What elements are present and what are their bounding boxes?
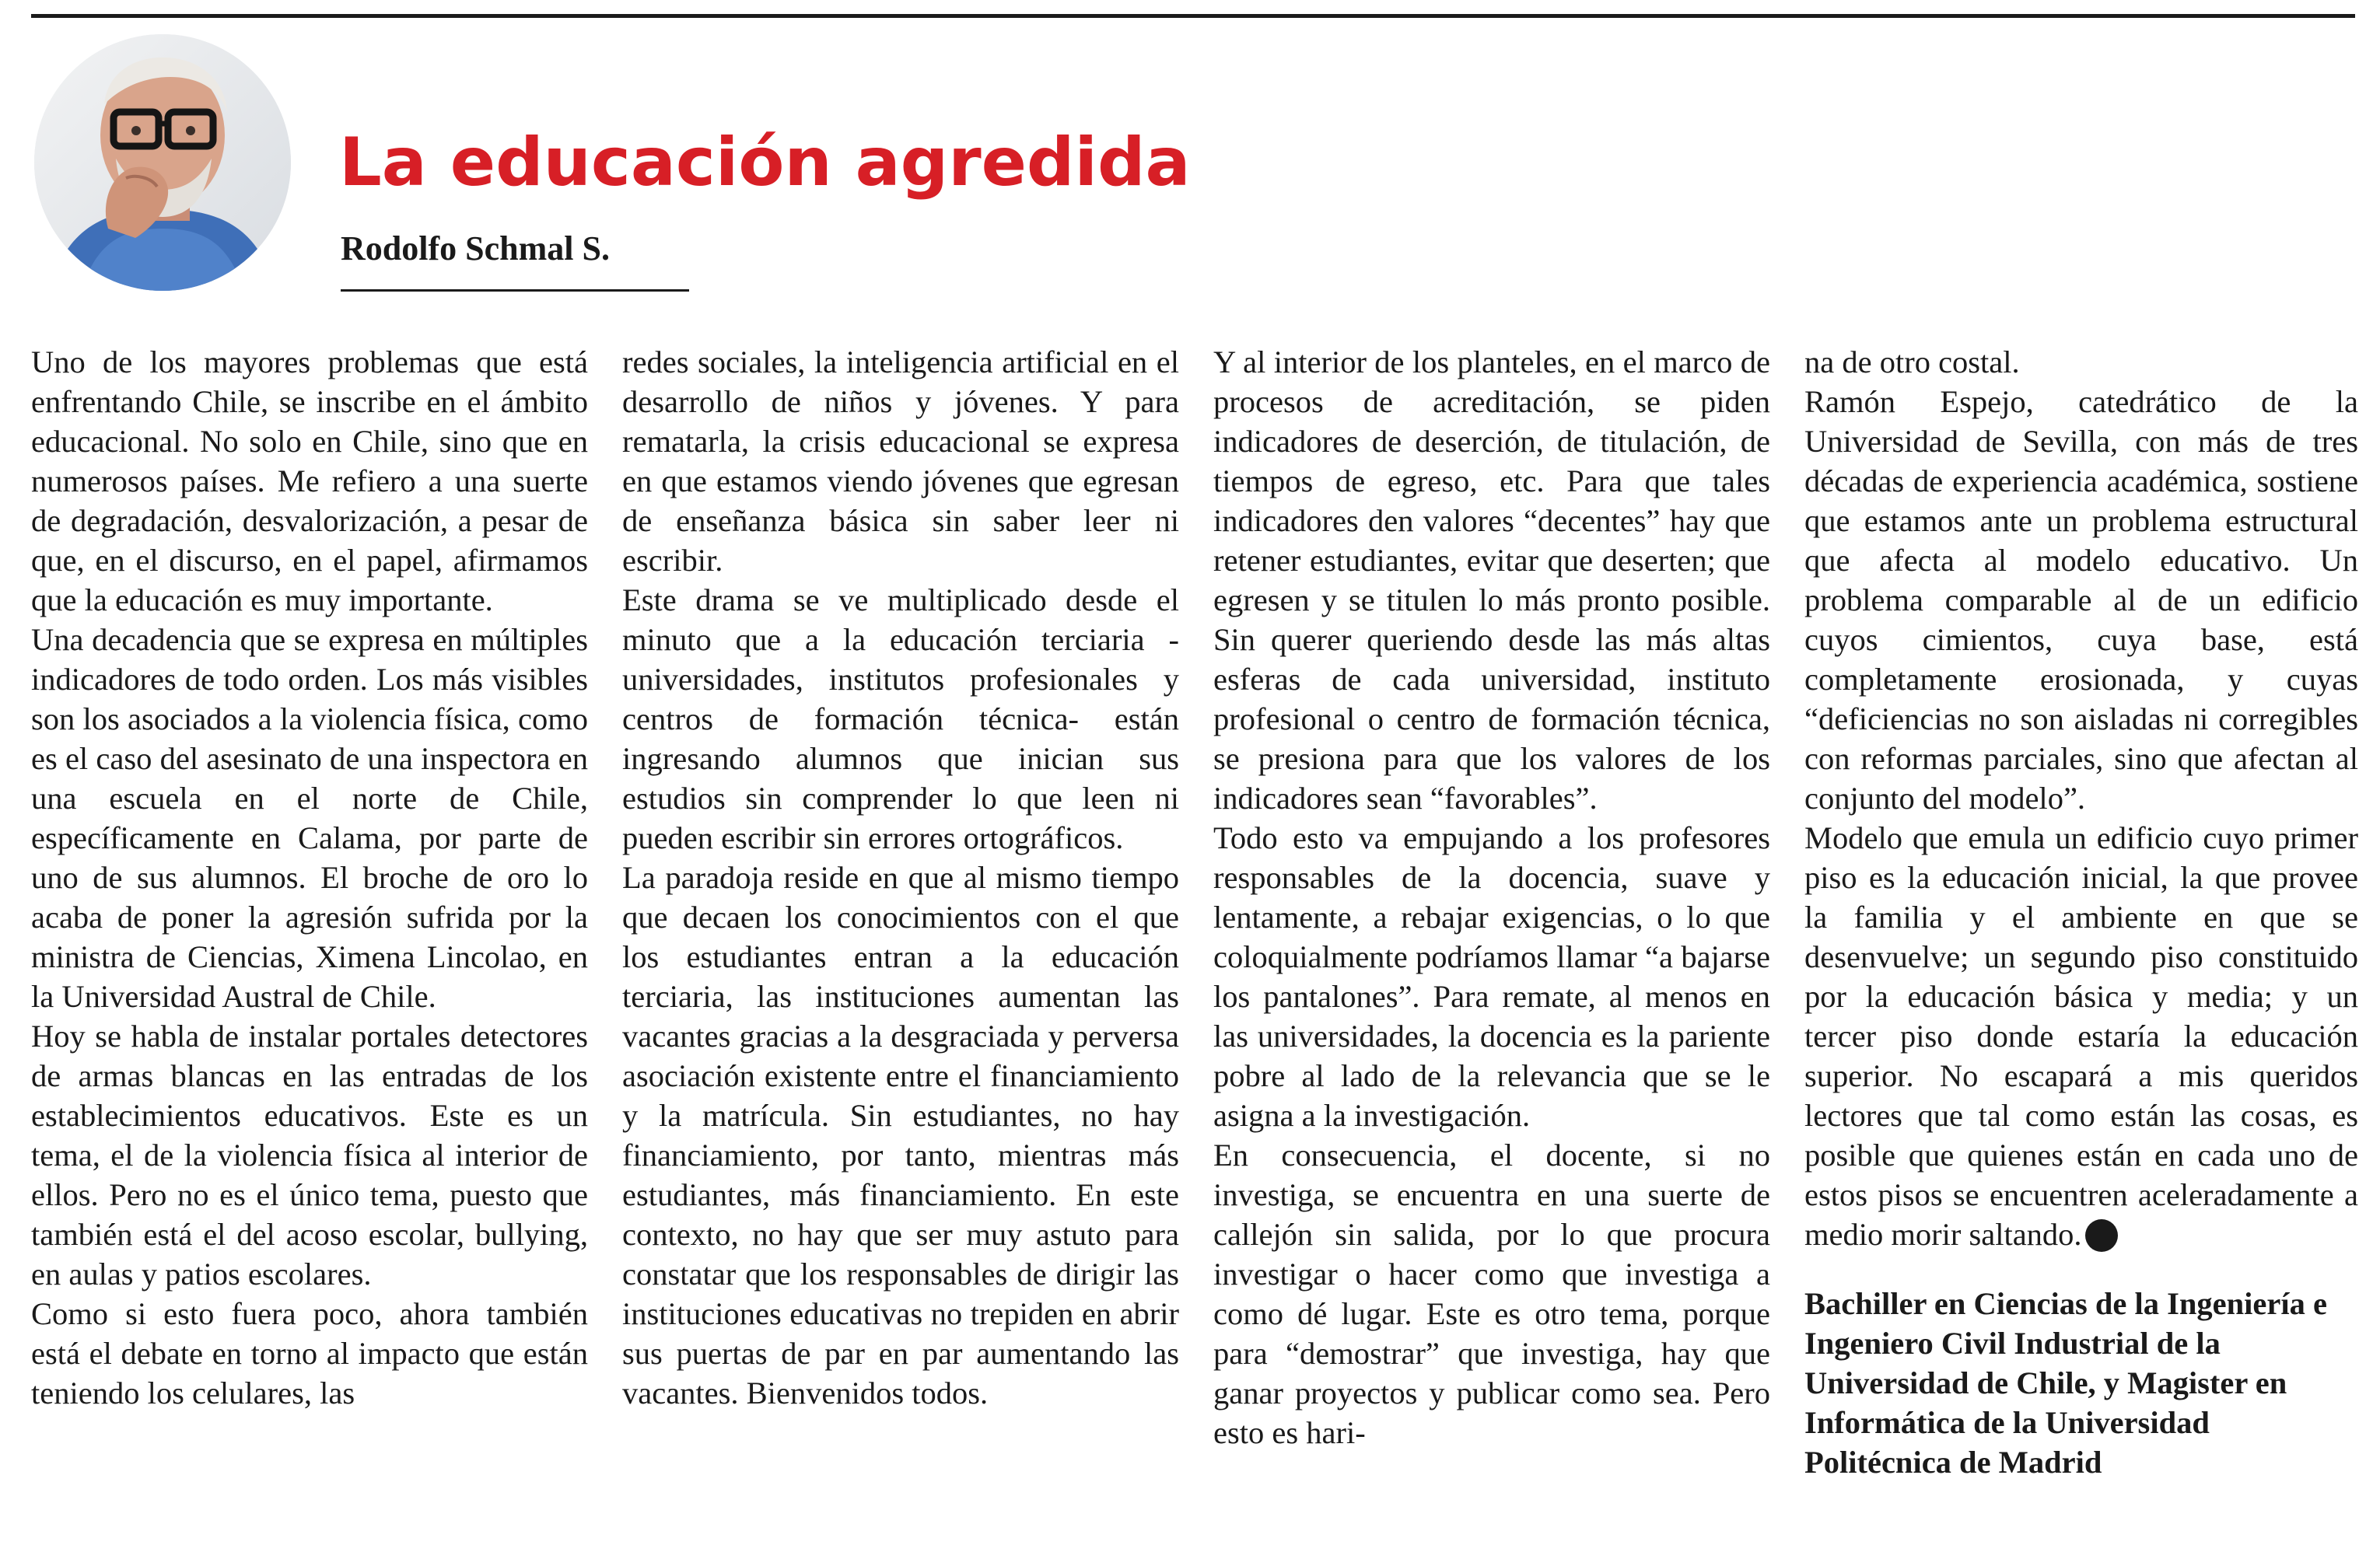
column-1: [31, 342, 588, 1413]
paragraph: Uno de los mayores problemas que está enfrentando Chile, se inscribe en el ámbito educacional. No solo en Chile, sino que en numerosos países. Me refiero a una suerte de degradación, desvalorización, a pesar de que, en el discurso, en el papel, afirmamos que la educación es muy importante.: [31, 344, 588, 617]
column-3: [1213, 342, 1770, 1452]
paragraph: En consecuencia, el docente, si no investiga, se encuentra en una suerte de callejón sin salida, por lo que procura investigar o hacer como que investiga a como dé lugar. Este es otro tema, porque para “demostrar” que investiga, hay que ganar proyectos y publicar como sea. Pero esto es hari-: [1213, 1138, 1770, 1450]
portrait-photo: [34, 34, 291, 291]
paragraph: Y al interior de los planteles, en el marco de procesos de acreditación, se piden indicadores de deserción, de titulación, de tiempos de egreso, etc. Para que tales indicadores den valores “decentes” hay que retener estudiantes, evitar que deserten; que egresen y se titulen lo más pronto posible. Sin querer queriendo desde las más altas esferas de cada universidad, instituto profesional o centro de formación técnica, se presiona para que los valores de los indicadores sean “favorables”.: [1213, 344, 1770, 816]
column-2: [622, 342, 1179, 1413]
paragraph: Como si esto fuera poco, ahora también está el debate en torno al impacto que están teniendo los celulares, las: [31, 1296, 588, 1410]
end-mark-icon: [2085, 1219, 2118, 1252]
author-byline: Rodolfo Schmal S.: [341, 229, 610, 267]
headline: La educación agredida: [339, 124, 1191, 201]
top-rule: [31, 14, 2355, 18]
paragraph: Una decadencia que se expresa en múltiples indicadores de todo orden. Los más visibles son los asociados a la violencia física, como es el caso del asesinato de una inspectora en una escuela en el norte de Chile, específicamente en Calama, por parte de uno de sus alumnos. El broche de oro lo acaba de poner la agresión sufrida por la ministra de Ciencias, Ximena Lincolao, en la Universidad Austral de Chile.: [31, 622, 588, 1014]
paragraph: La paradoja reside en que al mismo tiempo que decaen los conocimientos con el que los estudiantes entran a la educación terciaria, las instituciones aumentan las vacantes gracias a la desgraciada y perversa asociación existente entre el financiamiento y la matrícula. Sin estudiantes, no hay financiamiento, por tanto, mientras más estudiantes, más financiamiento. En este contexto, no hay que ser muy astuto para constatar que los responsables de dirigir las instituciones educativas no trepiden en abrir sus puertas de par en par aumentando las vacantes. Bienvenidos todos.: [622, 860, 1179, 1410]
author-bio: Bachiller en Ciencias de la Ingeniería e Ingeniero Civil Industrial de la Universidad de Chile, y Magister en Informática de la Universidad Politécnica de Madrid: [1804, 1286, 2327, 1480]
column-4: [1804, 342, 2358, 1482]
byline-rule: [341, 289, 689, 292]
paragraph: redes sociales, la inteligencia artificial en el desarrollo de niños y jóvenes. Y para rematarla, la crisis educacional se expresa en que estamos viendo jóvenes que egresan de enseñanza básica sin saber leer ni escribir.: [622, 344, 1179, 578]
author-photo: [34, 34, 291, 291]
paragraph: Todo esto va empujando a los profesores responsables de la docencia, suave y lentamente, a rebajar exigencias, o lo que coloquialmente podríamos llamar “a bajarse los pantalones”. Para remate, al menos en las universidades, la docencia es la pariente pobre al lado de la relevancia que se le asigna a la investigación.: [1213, 820, 1770, 1133]
paragraph: Hoy se habla de instalar portales detectores de armas blancas en las entradas de los establecimientos educativos. Este es un tema, el de la violencia física al interior de ellos. Pero no es el único tema, puesto que también está el del acoso escolar, bullying, en aulas y patios escolares.: [31, 1019, 588, 1292]
paragraph: Ramón Espejo, catedrático de la Universidad de Sevilla, con más de tres décadas de experiencia académica, sostiene que estamos ante un problema estructural que afecta al modelo educativo. Un problema comparable al de un edificio cuyos cimientos, cuya base, está completamente erosionada, y cuyas “deficiencias no son aisladas ni corregibles con reformas parciales, sino que afectan al conjunto del modelo”.: [1804, 384, 2358, 816]
paragraph-final: [1804, 818, 2358, 1254]
paragraph: na de otro costal.: [1804, 344, 2020, 379]
paragraph-final-text: Modelo que emula un edificio cuyo primer piso es la educación inicial, la que provee la familia y el ambiente en que se desenvuelve; un segundo piso constituido por la educación básica y media; y un tercer piso donde estaría la educación superior. No escapará a mis queridos lectores que tal como están las cosas, es posible que quienes están en cada uno de estos pisos se encuentren aceleradamente a medio morir saltando.: [1804, 820, 2358, 1252]
paragraph: Este drama se ve multiplicado desde el minuto que a la educación terciaria -universidades, institutos profesionales y centros de formación técnica- están ingresando alumnos que inician sus estudios sin comprender lo que leen ni pueden escribir sin errores ortográficos.: [622, 582, 1179, 855]
